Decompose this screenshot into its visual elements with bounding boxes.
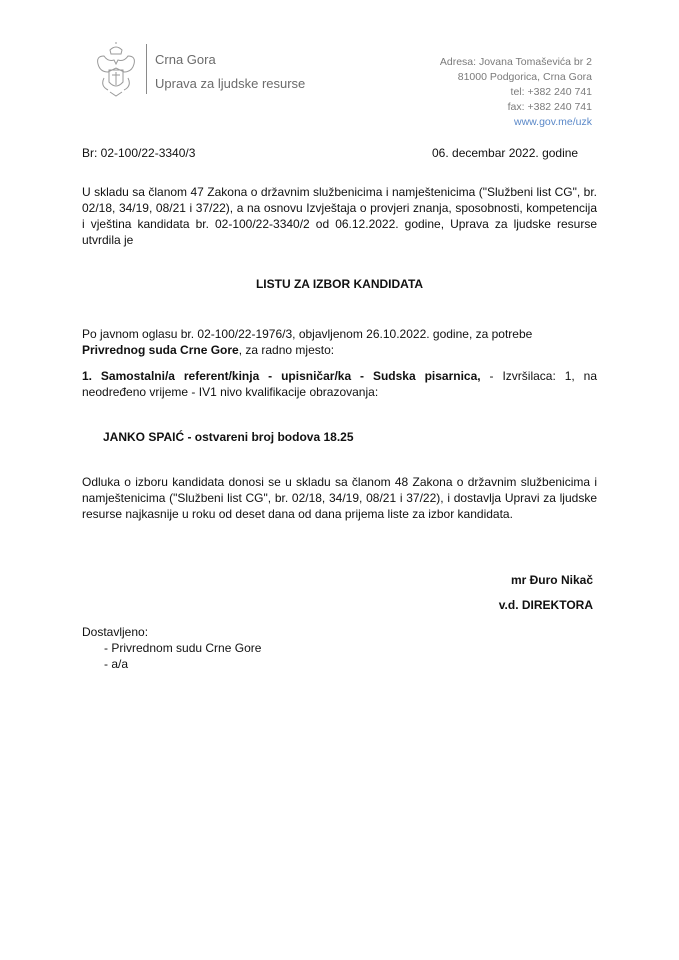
website-link[interactable]: www.gov.me/uzk bbox=[514, 116, 592, 128]
delivered-section bbox=[82, 624, 261, 672]
org-country: Crna Gora bbox=[155, 52, 216, 67]
reference-number: Br: 02-100/22-3340/3 bbox=[82, 146, 196, 160]
address-line: Adresa: Jovana Tomaševića br 2 bbox=[439, 56, 592, 68]
signatory-name: mr Đuro Nikač bbox=[510, 573, 593, 587]
header-divider bbox=[146, 44, 147, 94]
ad-paragraph bbox=[82, 326, 597, 358]
ad-text: Po javnom oglasu br. 02-100/22-1976/3, objavljenom 26.10.2022. godine, za potrebe bbox=[82, 327, 533, 341]
document-date: 06. decembar 2022. godine bbox=[432, 146, 579, 160]
intro-paragraph: U skladu sa članom 47 Zakona o državnim službenicima i namještenicima ("Službeni list CG", br. 02/18, 34/19, 08/21 i 37/22), a na osnovu Izvještaja o provjeri znanja, sposobnosti, kompetencija i vještina kandidata br. 02-100/22-3340/2 od 06.12.2022. godine, Uprava za ljudske resurse utvrdila je bbox=[82, 185, 597, 247]
delivered-list bbox=[82, 640, 261, 672]
position-paragraph bbox=[82, 368, 597, 400]
organization-name bbox=[155, 48, 305, 96]
list-item: - Privrednom sudu Crne Gore bbox=[104, 640, 261, 656]
document-title: LISTU ZA IZBOR KANDIDATA bbox=[255, 277, 424, 291]
contact-block bbox=[440, 55, 592, 130]
fax-line: fax: +382 240 741 bbox=[507, 101, 592, 113]
decision-paragraph: Odluka o izboru kandidata donosi se u skladu sa članom 48 Zakona o državnim službenicima i namještenicima ("Službeni list CG", br. 02/18, 34/19, 08/21 i 37/22), i dostavlja Upravi za ljudske resurse najkasnije u roku od deset dana od dana prijema liste za izbor kandidata. bbox=[82, 475, 597, 521]
ad-suffix: , za radno mjesto: bbox=[238, 343, 335, 357]
candidate-entry: JANKO SPAIĆ - ostvareni broj bodova 18.25 bbox=[103, 430, 354, 444]
signatory-role: v.d. DIREKTORA bbox=[498, 598, 593, 612]
phone-line: tel: +382 240 741 bbox=[510, 86, 592, 98]
court-name: Privrednog suda Crne Gore bbox=[82, 343, 239, 357]
position-details: - Izvršilaca: 1, na neodređeno vrijeme - IV1 nivo kvalifikacije obrazovanja: bbox=[82, 369, 597, 399]
city-line: 81000 Podgorica, Crna Gora bbox=[457, 71, 592, 83]
position-title: 1. Samostalni/a referent/kinja - upisničar/ka - Sudska pisarnica, bbox=[82, 369, 481, 383]
coat-of-arms-logo bbox=[94, 42, 138, 98]
delivered-label: Dostavljeno: bbox=[82, 625, 149, 639]
list-item: - a/a bbox=[104, 656, 261, 672]
org-agency: Uprava za ljudske resurse bbox=[155, 76, 306, 91]
